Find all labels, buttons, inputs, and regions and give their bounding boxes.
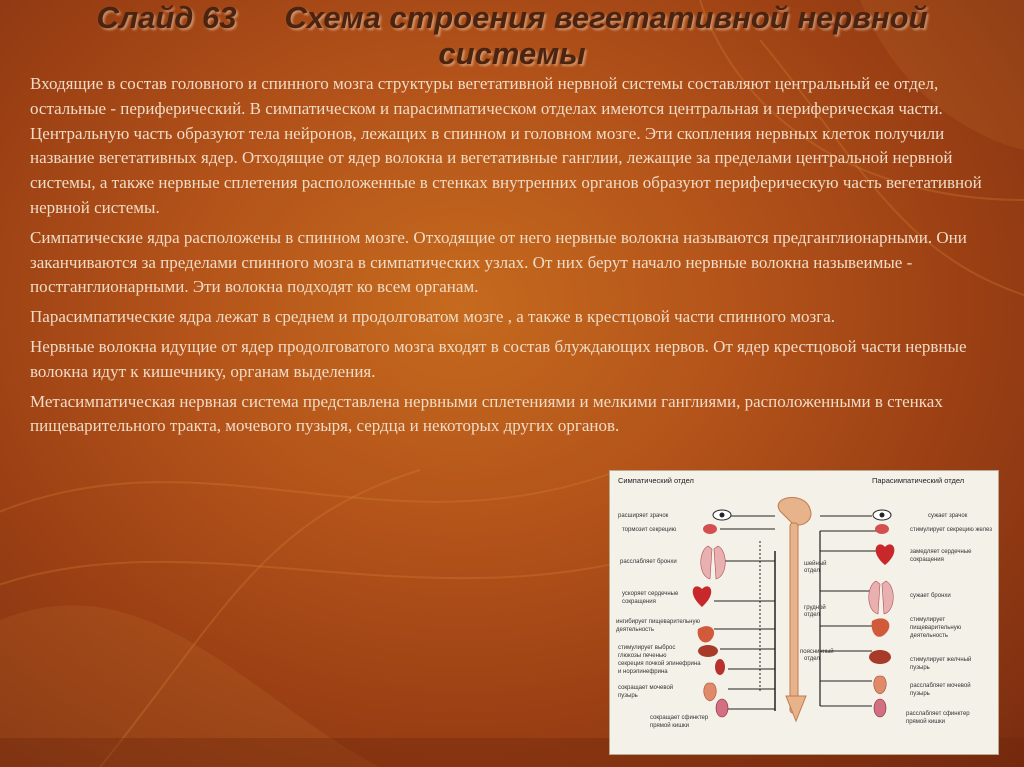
paragraph-3: Парасимпатические ядра лежат в среднем и продолговатом мозге , а также в крестцовой части спинного мозга. [30, 307, 835, 327]
slide-title [0, 0, 1024, 72]
liver-icon [698, 645, 718, 657]
right-labels [906, 513, 992, 725]
right-organs [869, 510, 895, 717]
left-label: тормозит секрецию [622, 527, 677, 533]
left-label: расширяет зрачок [618, 513, 669, 519]
gland-icon [703, 524, 717, 534]
paragraph-2: Симпатические ядра расположены в спинном мозге. Отходящие от него нервные волокна называются предганглионарными. Они заканчиваются за пределами спинного мозга в симпатических узлах. От них берут начало нервные волокна назывеимые - постганглионарными. Эти волокна подходят ко всем органам. [30, 227, 967, 297]
heart-icon [693, 586, 711, 607]
center-label: отдел [804, 568, 820, 574]
brain-shape [778, 497, 811, 525]
right-label: сужает зрачок [928, 513, 968, 519]
left-label: пузырь [618, 693, 638, 699]
bladder-icon [704, 683, 717, 701]
right-label: сужает бронхи [910, 593, 951, 599]
right-label: стимулирует секрецию желез [910, 527, 992, 533]
left-header: Симпатический отдел [618, 476, 694, 485]
right-label: прямой кишки [906, 719, 946, 725]
bladder-icon [874, 676, 887, 694]
nervous-system-diagram [609, 470, 999, 755]
left-label: секреция почкой эпинефрина [618, 661, 701, 667]
left-label: сокращения [622, 599, 656, 605]
rectum-icon [716, 699, 728, 717]
left-label: сокращает сфинктер [650, 715, 709, 721]
right-label: стимулирует [910, 617, 946, 623]
center-label: шейный [804, 561, 827, 567]
right-label: замедляет сердечные [910, 549, 972, 555]
stomach-icon [698, 626, 714, 642]
rectum-icon [874, 699, 886, 717]
left-label: глюкозы печенью [618, 653, 667, 659]
right-label: сокращения [910, 557, 944, 563]
right-label: деятельность [910, 633, 949, 639]
right-header: Парасимпатический отдел [872, 476, 965, 485]
center-label: отдел [804, 656, 820, 662]
kidney-icon [715, 659, 725, 675]
left-label: ингибирует пищеварительную [616, 619, 700, 625]
paragraph-5: Метасимпатическая нервная система представлена нервными сплетениями и мелкими ганглиями, расположенными в стенках пищеварительного тракта, мочевого пузыря, сердца и некоторых других органов. [30, 391, 943, 436]
title-line-1: Схема строения вегетативной нервной [284, 0, 928, 35]
gland-icon [875, 524, 889, 534]
center-label: поясничный [800, 649, 834, 655]
spinal-cord [790, 523, 798, 713]
paragraph-4: Нервные волокна идущие от ядер продолговатого мозга входят в состав блуждающих нервов. От ядер крестцовой части нервные волокна идут к кишечнику, органам выделения. [30, 336, 967, 381]
slide-number: Слайд 63 [96, 0, 237, 35]
heart-icon [876, 544, 895, 565]
center-label: грудной [804, 605, 826, 611]
left-organs [693, 510, 731, 717]
slide-body-text [30, 72, 995, 444]
center-label: отдел [804, 612, 820, 618]
right-label: расслабляет мочевой [910, 683, 971, 689]
lungs-icon [869, 581, 894, 614]
right-label: стимулирует желчный [910, 657, 972, 663]
center-labels [800, 560, 834, 662]
right-label: пищеварительную [910, 625, 962, 631]
liver-icon [869, 650, 891, 664]
right-label: пузырь [910, 665, 930, 671]
stomach-icon [872, 618, 890, 636]
spine-sacrum [786, 696, 806, 721]
title-line-2: системы [438, 36, 586, 71]
left-label: стимулирует выброс [618, 645, 676, 651]
left-label: и норэпинефрина [618, 669, 668, 675]
left-labels [616, 513, 709, 729]
paragraph-1: Входящие в состав головного и спинного мозга структуры вегетативной нервной системы составляют центральный ее отдел, остальные - периферический. В симпатическом и парасимпатическом отделах имеются центральная и периферическая части. Центральную часть образуют тела нейронов, лежащих в спинном и головном мозге. Эти скопления нервных клеток получили название вегетативных ядер. Отходящие от ядер волокна и вегетативные ганглии, лежащие за пределами центральной нервной системы, а также нервные сплетения расположенные в стенках внутренних органов образуют периферическую часть вегетативной нервной системы. [30, 74, 982, 217]
diagram-svg [610, 471, 998, 754]
left-label: деятельность [616, 627, 655, 633]
left-label: прямой кишки [650, 723, 690, 729]
left-label: ускоряет сердечные [622, 591, 679, 597]
right-label: пузырь [910, 691, 930, 697]
left-label: расслабляет бронхи [620, 559, 677, 565]
left-label: сокращает мочевой [618, 685, 674, 691]
lungs-icon [701, 546, 726, 579]
right-label: расслабляет сфинктер [906, 711, 970, 717]
